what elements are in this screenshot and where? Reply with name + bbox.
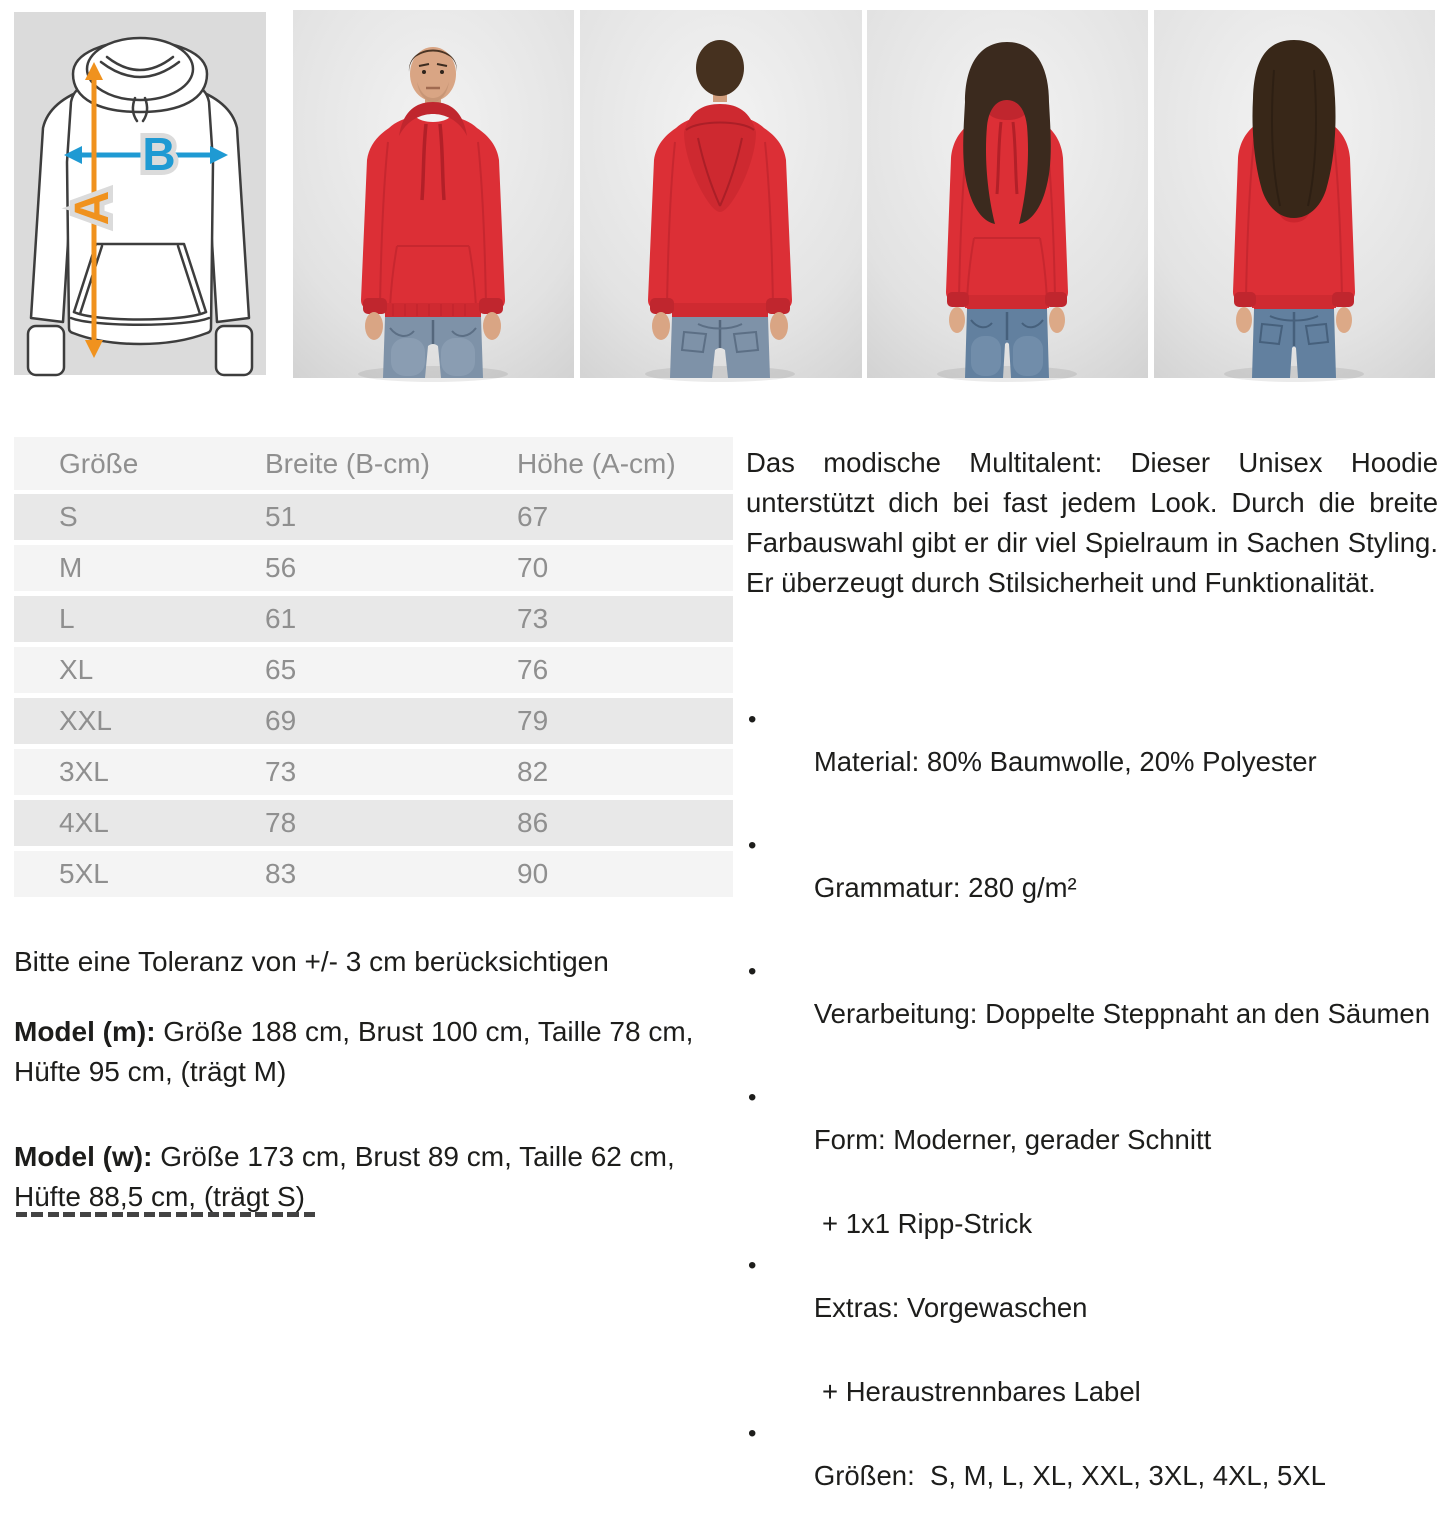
photo-woman-back (1154, 10, 1435, 378)
table-row: 3XL 73 82 (14, 749, 733, 795)
width-arrow-label: B (142, 128, 176, 180)
table-row: S 51 67 (14, 494, 733, 540)
feature-groessen: • Größen: S, M, L, XL, XXL, 3XL, 4XL, 5XL (746, 1413, 1440, 1539)
size-table (14, 437, 733, 902)
size-table-header (14, 437, 733, 490)
table-row: 5XL 83 90 (14, 851, 733, 897)
hair (1252, 40, 1335, 218)
model-w-label: Model (w): (14, 1141, 153, 1172)
feature-form-sub: + 1x1 Ripp-Strick (822, 1208, 1033, 1239)
table-row: L 61 73 (14, 596, 733, 642)
photo-man-back (580, 10, 862, 378)
col-header-groesse: Größe (59, 447, 139, 479)
size-diagram-panel (14, 12, 266, 375)
feature-form: • Form: Moderner, gerader Schnitt (746, 1077, 1440, 1203)
model-w-measurements: Größe 173 cm, Brust 89 cm, Taille 62 cm, Hüfte 88,5 cm, (trägt S) (14, 1141, 675, 1212)
bullet-icon: • (748, 1420, 757, 1447)
table-row: 4XL 78 86 (14, 800, 733, 846)
photo-man-front (293, 10, 574, 378)
tolerance-note: Bitte eine Toleranz von +/- 3 cm berücksichtigen (14, 946, 609, 977)
bullet-icon: • (748, 832, 757, 859)
model-m-measurements: Größe 188 cm, Brust 100 cm, Taille 78 cm, Hüfte 95 cm, (trägt M) (14, 1016, 694, 1087)
model-w-info (14, 1137, 726, 1217)
bullet-icon: • (748, 1252, 757, 1279)
feature-verarbeitung: • Verarbeitung: Doppelte Steppnaht an den Säumen (746, 951, 1440, 1077)
model-m-label: Model (m): (14, 1016, 156, 1047)
feature-extras: • Extras: Vorgewaschen (746, 1245, 1440, 1371)
hair (696, 40, 744, 96)
table-row: M 56 70 (14, 545, 733, 591)
model-m-info (14, 1012, 726, 1092)
table-row: XXL 69 79 (14, 698, 733, 744)
col-header-hoehe: Höhe (A-cm) (517, 447, 676, 479)
col-header-breite: Breite (B-cm) (265, 447, 430, 479)
feature-material: • Material: 80% Baumwolle, 20% Polyester (746, 699, 1440, 825)
hoodie-measurement-diagram-icon (14, 12, 266, 375)
bullet-icon: • (748, 958, 757, 985)
cutoff-text-sliver (16, 1212, 318, 1217)
height-arrow-label: A (66, 190, 119, 226)
table-row: XL 65 76 (14, 647, 733, 693)
feature-extras-sub: + Heraustrennbares Label (822, 1376, 1141, 1407)
photo-woman-front (867, 10, 1148, 378)
product-feature-list (746, 699, 1440, 1539)
hoodie-outline (28, 38, 252, 375)
product-description: Das modische Multitalent: Dieser Unisex Hoodie unterstützt dich bei fast jedem Look. Durch die breite Farbauswahl gibt er dir viel Spielraum in Sachen Styling. Er überzeugt durch Stilsicherheit und Funktionalität. (746, 447, 1438, 598)
feature-grammatur: • Grammatur: 280 g/m² (746, 825, 1440, 951)
bullet-icon: • (748, 1084, 757, 1111)
bullet-icon: • (748, 706, 757, 733)
